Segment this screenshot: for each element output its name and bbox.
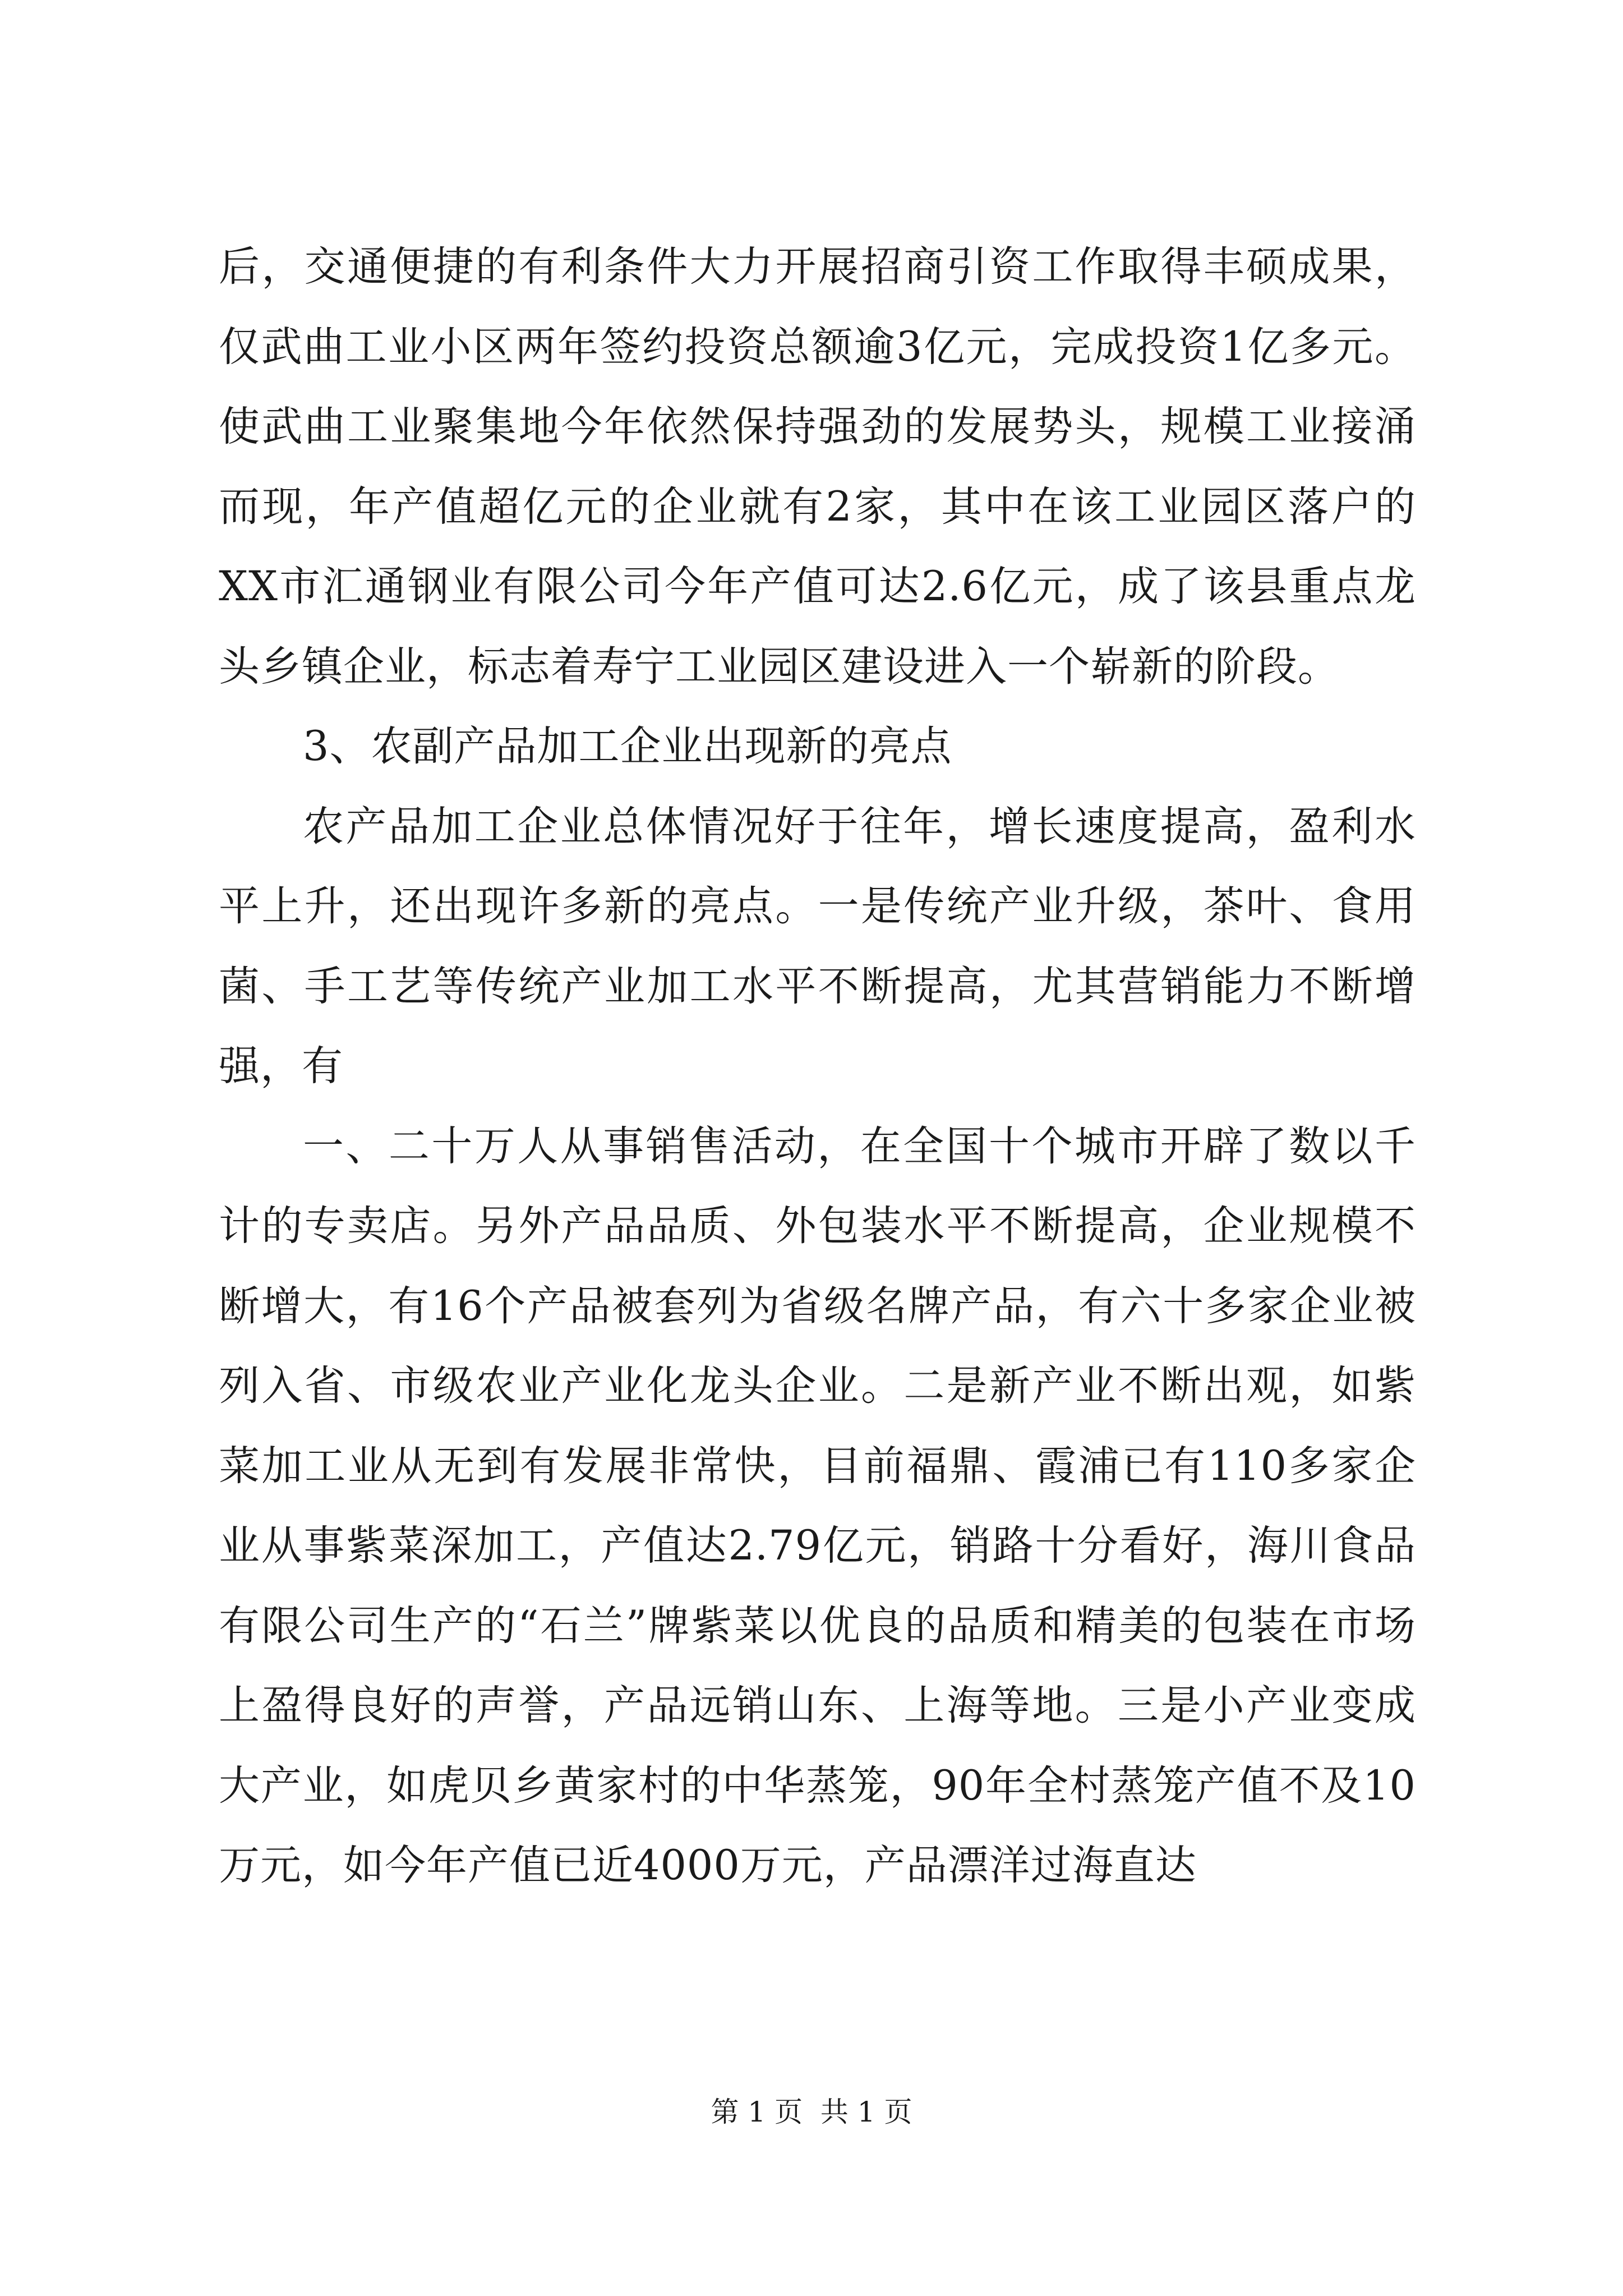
document-body [219,227,1416,1906]
paragraph-3: 农产品加工企业总体情况好于往年，增长速度提高，盈利水平上升，还出现许多新的亮点。一是传统产业升级，茶叶、食用菌、手工艺等传统产业加工水平不断提高，尤其营销能力不断增强，有 [219,802,1416,1090]
paragraph-4: 一、二十万人从事销售活动，在全国十个城市开辟了数以千计的专卖店。另外产品品质、外包装水平不断提高，企业规模不断增大，有16个产品被套列为省级名牌产品，有六十多家企业被列入省、市级农业产业化龙头企业。二是新产业不断出观，如紫菜加工业从无到有发展非常快，目前福鼎、霞浦已有110多家企业从事紫菜深加工，产值达2.79亿元，销路十分看好，海川食品有限公司生产的“石兰”牌紫菜以优良的品质和精美的包装在市场上盈得良好的声誉，产品远销山东、上海等地。三是小产业变成大产业，如虎贝乡黄家村的中华蒸笼，90年全村蒸笼产值不及10万元，如今年产值已近4000万元，产品漂洋过海直达 [219,1122,1416,1889]
page-number-label: 第 1 页 共 1 页 [711,2096,912,2128]
paragraph-2-heading: 3、农副产品加工企业出现新的亮点 [303,723,952,770]
page-footer [0,2092,1623,2132]
paragraph-1: 后，交通便捷的有利条件大力开展招商引资工作取得丰硕成果，仅武曲工业小区两年签约投资总额逾3亿元，完成投资1亿多元。使武曲工业聚集地今年依然保持强劲的发展势头，规模工业接涌而现，年产值超亿元的企业就有2家，其中在该工业园区落户的XX市汇通钢业有限公司今年产值可达2.6亿元，成了该县重点龙头乡镇企业，标志着寿宁工业园区建设进入一个崭新的阶段。 [219,243,1416,691]
